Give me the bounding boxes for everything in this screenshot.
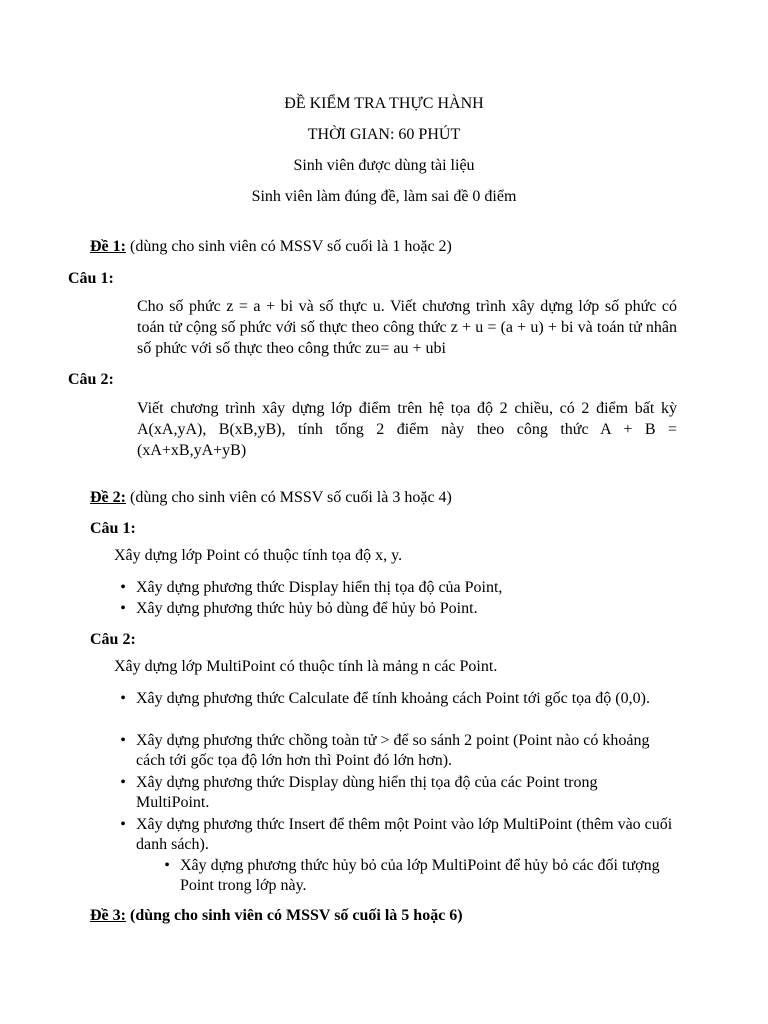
- list-item: [113, 773, 673, 813]
- bullet-icon: •: [120, 600, 126, 617]
- bullet-icon: •: [120, 774, 126, 791]
- list-item: [113, 578, 673, 598]
- exam-time: THỜI GIAN: 60 PHÚT: [307, 126, 461, 143]
- exam-title: ĐỀ KIỂM TRA THỰC HÀNH: [284, 95, 484, 112]
- de1-label: Đề 1:: [90, 238, 126, 255]
- de1-heading: [90, 237, 452, 257]
- de2-cau1-label: Câu 1:: [90, 520, 136, 537]
- list-item-text: Xây dựng phương thức Display hiển thị tọa độ của Point,: [136, 579, 503, 596]
- list-item-text: Xây dựng phương thức Display dùng hiển thị tọa độ của các Point trong MultiPoint.: [136, 774, 598, 811]
- de1-desc: (dùng cho sinh viên có MSSV số cuối là 1 hoặc 2): [125, 238, 452, 255]
- list-item-text: Xây dựng phương thức hủy bỏ của lớp MultiPoint để hủy bỏ các đối tượng Point trong lớp này.: [180, 857, 660, 894]
- list-item-text: Xây dựng phương thức chồng toàn tử > để so sánh 2 point (Point nào có khoảng cách tới gốc tọa độ lớn hơn thì Point đó lớn hơn).: [136, 732, 650, 769]
- de2-cau2-label: Câu 2:: [90, 631, 136, 648]
- de3-label: Đề 3:: [90, 907, 126, 924]
- bullet-icon: •: [120, 690, 126, 707]
- de2-cau1-intro: Xây dựng lớp Point có thuộc tính tọa độ x, y.: [114, 547, 403, 564]
- bullet-icon: •: [164, 857, 170, 874]
- de2-desc: (dùng cho sinh viên có MSSV số cuối là 3 hoặc 4): [125, 489, 452, 506]
- bullet-icon: •: [120, 732, 126, 749]
- de1-cau2-text: Viết chương trình xây dựng lớp điểm trên hệ tọa độ 2 chiều, có 2 điểm bất kỳ A(xA,yA), B(xB,yB), tính tổng 2 điểm này theo công thức A + B = (xA+xB,yA+yB): [137, 400, 677, 459]
- list-item-text: Xây dựng phương thức Calculate để tính khoảng cách Point tới gốc tọa độ (0,0).: [136, 690, 650, 707]
- list-item-text: Xây dựng phương thức hủy bỏ dùng để hủy bỏ Point.: [136, 600, 478, 617]
- de1-cau1-text: Cho số phức z = a + bi và số thực u. Viết chương trình xây dựng lớp số phức có toán tử cộng số phức với số thực theo công thức z + u = (a + u) + bi và toán tử nhân số phức với số thực theo công thức zu= au + ubi: [137, 298, 677, 357]
- de3-heading: [90, 906, 463, 926]
- list-item-text: Xây dựng phương thức Insert để thêm một Point vào lớp MultiPoint (thêm vào cuối danh sách).: [136, 816, 673, 853]
- de3-desc: (dùng cho sinh viên có MSSV số cuối là 5 hoặc 6): [125, 907, 463, 924]
- list-item: [113, 815, 673, 855]
- list-item: [113, 689, 673, 729]
- de2-heading: [90, 488, 452, 508]
- bullet-icon: •: [120, 816, 126, 833]
- list-item: [113, 599, 673, 619]
- bullet-icon: •: [120, 579, 126, 596]
- de1-cau1-label: Câu 1:: [68, 270, 114, 287]
- list-item: [113, 731, 673, 771]
- sub-list-item: [157, 856, 667, 896]
- exam-note-materials: Sinh viên được dùng tài liệu: [293, 157, 475, 174]
- de2-cau2-intro: Xây dựng lớp MultiPoint có thuộc tính là mảng n các Point.: [114, 658, 498, 675]
- de1-cau2-label: Câu 2:: [68, 371, 114, 388]
- exam-note-grading: Sinh viên làm đúng đề, làm sai đề 0 điểm: [251, 188, 517, 205]
- de2-label: Đề 2:: [90, 489, 126, 506]
